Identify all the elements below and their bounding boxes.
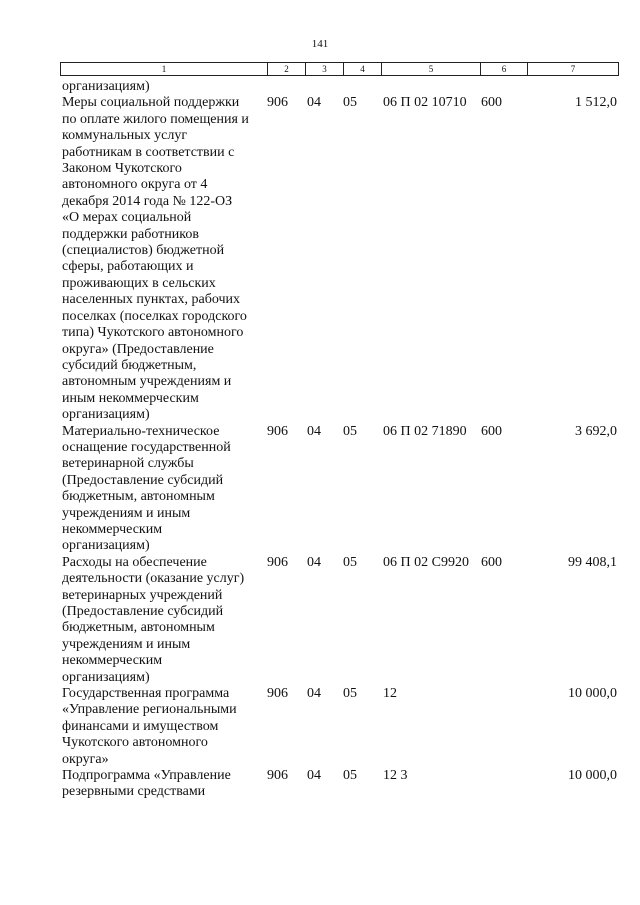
description-line: иным некоммерческим (62, 390, 199, 406)
grbs-code: 906 (267, 768, 288, 784)
row-description (62, 79, 267, 95)
description-line: населенных пунктах, рабочих (62, 292, 241, 308)
description-line: (специалистов) бюджетной (62, 243, 225, 259)
description-line: некоммерческим (62, 521, 163, 537)
description-line: округа» (62, 751, 109, 767)
description-line: Меры социальной поддержки (62, 95, 240, 111)
amount: 3 692,0 (575, 423, 617, 439)
description-line: ветеринарных учреждений (62, 587, 223, 603)
description-line: по оплате жилого помещения и (62, 111, 249, 127)
column-header-2: 2 (268, 63, 306, 76)
section-code: 04 (307, 554, 321, 570)
table-row (0, 555, 640, 686)
expense-type-code: 600 (481, 95, 502, 111)
table-row (0, 424, 640, 555)
table-row (0, 79, 640, 95)
target-article-code: 06 П 02 С9920 (383, 554, 469, 570)
amount: 99 408,1 (568, 554, 617, 570)
description-line: коммунальных услуг (62, 128, 188, 144)
row-description (62, 95, 267, 423)
expense-type-code: 600 (481, 423, 502, 439)
column-header-1: 1 (61, 63, 268, 76)
target-article-code: 06 П 02 71890 (383, 423, 467, 439)
column-header-7: 7 (528, 63, 619, 76)
description-line: ветеринарной службы (62, 456, 194, 472)
amount: 10 000,0 (568, 768, 617, 784)
description-line: Расходы на обеспечение (62, 554, 207, 570)
page-number: 141 (311, 38, 329, 50)
description-line: Государственная программа (62, 686, 230, 702)
subsection-code: 05 (343, 423, 357, 439)
description-line: Чукотского автономного (62, 735, 208, 751)
description-line: автономным учреждениям и (62, 374, 232, 390)
section-code: 04 (307, 768, 321, 784)
subsection-code: 05 (343, 554, 357, 570)
section-code: 04 (307, 423, 321, 439)
description-line: бюджетным, автономным (62, 489, 215, 505)
row-description (62, 555, 267, 686)
amount: 1 512,0 (575, 95, 617, 111)
table-row (0, 95, 640, 423)
description-line: организациям) (62, 407, 150, 423)
description-line: организациям) (62, 538, 150, 554)
description-line: типа) Чукотского автономного (62, 325, 244, 341)
description-line: Законом Чукотского (62, 161, 182, 177)
description-line: субсидий бюджетным, (62, 357, 197, 373)
description-line: (Предоставление субсидий (62, 472, 224, 488)
expense-type-code: 600 (481, 554, 502, 570)
column-header-4: 4 (344, 63, 382, 76)
description-line: Подпрограмма «Управление (62, 768, 231, 784)
target-article-code: 12 (383, 686, 397, 702)
grbs-code: 906 (267, 554, 288, 570)
column-header-row (61, 63, 619, 76)
table-row (0, 686, 640, 768)
section-code: 04 (307, 95, 321, 111)
subsection-code: 05 (343, 686, 357, 702)
target-article-code: 12 3 (383, 768, 408, 784)
description-line: автономного округа от 4 (62, 177, 208, 193)
grbs-code: 906 (267, 423, 288, 439)
description-line: учреждениям и иным (62, 636, 191, 652)
description-line: Материально-техническое (62, 423, 220, 439)
description-line: финансами и имуществом (62, 718, 219, 734)
grbs-code: 906 (267, 95, 288, 111)
description-line: организациям) (62, 79, 150, 94)
description-line: учреждениям и иным (62, 505, 191, 521)
description-line: резервными средствами (62, 784, 206, 800)
description-line: «Управление региональными (62, 702, 237, 718)
section-code: 04 (307, 686, 321, 702)
grbs-code: 906 (267, 686, 288, 702)
description-line: некоммерческим (62, 653, 163, 669)
description-line: поселках (поселках городского (62, 308, 247, 324)
description-line: бюджетным, автономным (62, 620, 215, 636)
description-line: деятельности (оказание услуг) (62, 571, 245, 587)
description-line: сферы, работающих и (62, 259, 194, 275)
description-line: (Предоставление субсидий (62, 604, 224, 619)
target-article-code: 06 П 02 10710 (383, 95, 467, 111)
description-line: «О мерах социальной (62, 210, 192, 226)
table-body (0, 79, 640, 801)
amount: 10 000,0 (568, 686, 617, 702)
description-line: декабря 2014 года № 122-ОЗ (62, 193, 233, 209)
description-line: работникам в соответствии с (62, 144, 235, 160)
row-description (62, 768, 267, 801)
column-header-table (60, 62, 619, 76)
row-description (62, 686, 267, 768)
row-description (62, 424, 267, 555)
description-line: оснащение государственной (62, 439, 231, 455)
description-line: поддержки работников (62, 226, 199, 242)
subsection-code: 05 (343, 768, 357, 784)
description-line: организациям) (62, 669, 150, 685)
column-header-3: 3 (306, 63, 344, 76)
column-header-5: 5 (382, 63, 481, 76)
subsection-code: 05 (343, 95, 357, 111)
description-line: округа» (Предоставление (62, 341, 214, 357)
column-header-6: 6 (481, 63, 528, 76)
table-row (0, 768, 640, 801)
description-line: проживающих в сельских (62, 275, 216, 291)
